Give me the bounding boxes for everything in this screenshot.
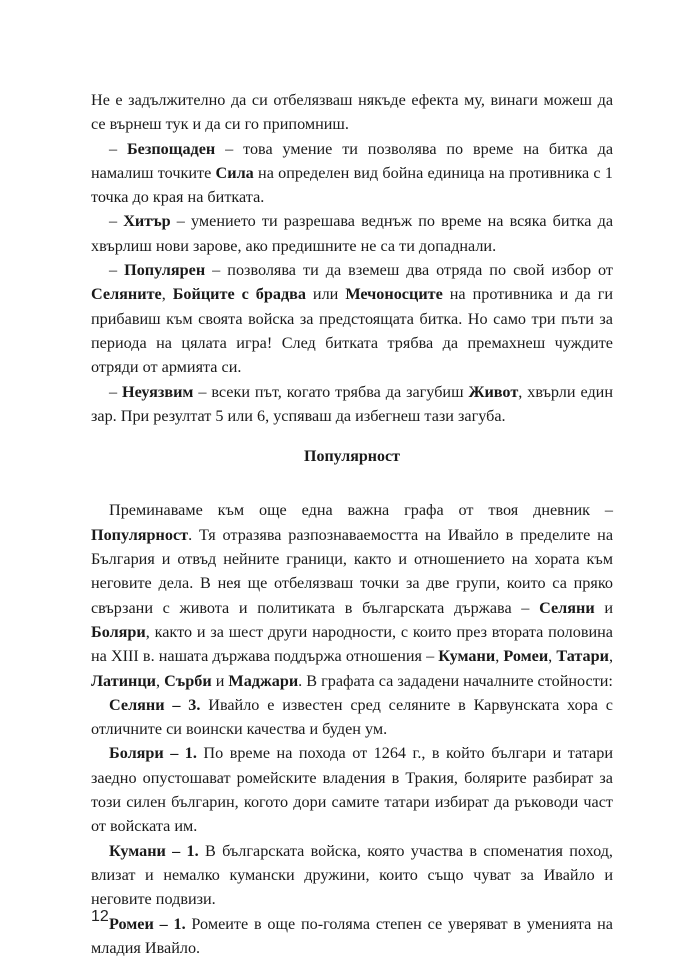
- page-number: 12: [91, 908, 109, 925]
- ability-name: Неуязвим: [122, 382, 194, 401]
- ability-name: Безпощаден: [126, 139, 216, 158]
- ability-populyaren: – Популярен – позволява ти да вземеш два отряда по свой избор от Селяните, Бойците с брадва или Мечоносците на противника и да ги прибавиш към своята войска за предстоящата битка. Но само три пъти за периода на цялата игра! След битката трябва да премахнеш чуждите отряди от армията си.: [91, 261, 613, 377]
- intro-paragraph: Не е задължително да си отбелязваш някъде ефекта му, винаги можеш да се върнеш тук и да си го припомниш.: [91, 91, 613, 134]
- popularity-paragraph: Преминаваме към още една важна графа от твоя дневник – Популярност. Тя отразява разпознаваемостта на Ивайло в пределите на България и отвъд нейните граници, както и отношението на хората към неговите дела. В нея ще отбелязваш точки за две групи, които са пряко свързани с живота и политиката в българската държава – Селяни и Боляри, както и за шест други народности, с които през втората половина на XIII в. нашата държава поддържа отношения – Кумани, Ромеи, Татари, Латинци, Сърби и Маджари. В графата са зададени началните стойности:: [91, 501, 613, 690]
- ability-bezposhtaden: – Безпощаден – това умение ти позволява по време на битка да намалиш точките Сила на определен вид бойна единица на противника с 1 точка до края на битката.: [91, 139, 614, 207]
- spacer: [91, 469, 613, 498]
- section-heading: Популярност: [304, 448, 400, 466]
- ability-name: Хитър: [123, 212, 171, 231]
- ability-name: Популярен: [124, 261, 206, 280]
- ability-neuyazvim: – Неуязвим – всеки път, когато трябва да загубиш Живот, хвърли един зар. При резултат 5 или 6, успяваш да избегнеш тази загуба.: [91, 382, 613, 425]
- body-text: [91, 88, 613, 960]
- spacer: [91, 428, 613, 445]
- value-romei: Ромеи – 1. Ромеите в още по-голяма степен се уверяват в уменията на младия Ивайло.: [91, 914, 613, 957]
- value-selyani: Селяни – 3. Ивайло е известен сред селяните в Карвунската хора с отличните си воински качества и буден ум.: [91, 695, 613, 739]
- value-bolyari: Боляри – 1. По време на похода от 1264 г., в който българи и татари заедно опустошават ромейските владения в Тракия, болярите разбират за този силен българин, когото дори самите татари избират да ръководи част от войската им.: [91, 744, 613, 836]
- value-kumani: Кумани – 1. В българската войска, която участва в споменатия поход, влизат и немалко кумански дружини, които също чуват за Ивайло и неговите подвизи.: [91, 841, 613, 909]
- ability-hitar: – Хитър – умението ти разрешава веднъж по време на всяка битка да хвърлиш нови зарове, ако предишните не са ти допаднали.: [91, 212, 614, 255]
